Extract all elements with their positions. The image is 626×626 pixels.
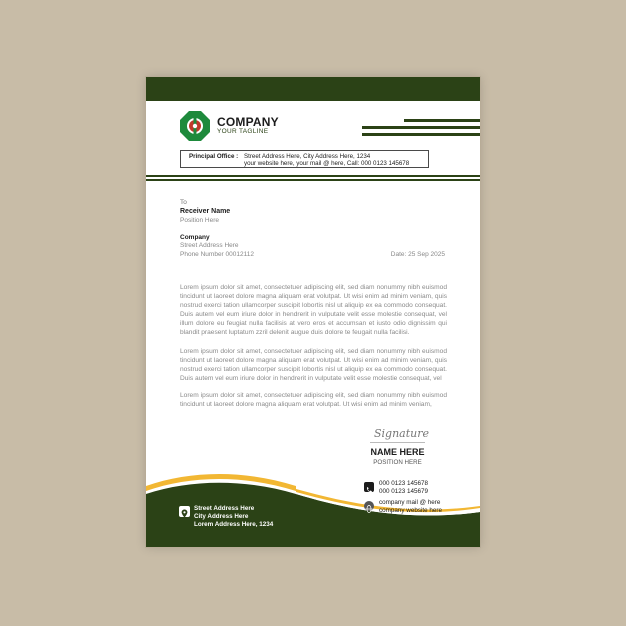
signer-position: POSITION HERE (373, 459, 422, 466)
office-contact: your website here, your mail @ here, Call: 000 0123 145678 (244, 160, 410, 167)
header-stripe (404, 119, 480, 122)
footer-address: Lorem Address Here, 1234 (194, 521, 274, 528)
receiver-position: Position Here (180, 217, 220, 224)
footer-website: company website here (379, 507, 443, 514)
footer-address: Street Address Here (194, 505, 255, 512)
phone-icon (364, 482, 374, 492)
recipient-company: Company (180, 234, 210, 241)
recipient-phone: Phone Number 00012112 (180, 251, 254, 258)
body-paragraph: Lorem ipsum dolor sit amet, consectetuer adipiscing elit, sed diam nonummy nibh euismod tincidunt ut laoreet dolore magna aliquam erat volutpat. Ut wisi enim ad minim veniam, (180, 392, 447, 409)
header-stripe (362, 133, 480, 136)
signer-name: NAME HERE (370, 447, 425, 457)
receiver-name: Receiver Name (180, 208, 231, 215)
signature-line (370, 442, 425, 443)
company-logo-icon (179, 110, 211, 142)
letter-date: Date: 25 Sep 2025 (390, 251, 445, 258)
globe-icon (364, 501, 374, 511)
signature-script: Signature (374, 427, 430, 440)
location-pin-icon (179, 506, 190, 517)
company-name: COMPANY (217, 115, 279, 129)
body-paragraph: Lorem ipsum dolor sit amet, consectetuer adipiscing elit, sed diam nonummy nibh euismod tincidunt ut laoreet dolore magna aliquam erat volutpat. Ut wisi enim ad minim veniam, quis nostrud exerci tation ullamcorper suscipit lobortis nisl ut aliquip ex ea commodo consequat. Duis autem vel eum iriure dolor in hendrerit in vulputate velit esse molestie consequat, vel (180, 348, 447, 383)
letterhead-page (146, 77, 480, 547)
header-divider (146, 175, 480, 177)
office-address: Street Address Here, City Address Here, 1234 (244, 152, 371, 160)
footer-address: City Address Here (194, 513, 249, 520)
to-label: To (180, 199, 187, 206)
office-label: Principal Office : (189, 152, 239, 160)
footer-phone: 000 0123 145678 (379, 480, 429, 487)
footer-phone: 000 0123 145679 (379, 488, 429, 495)
company-tagline: YOUR TAGLINE (217, 128, 269, 135)
principal-office-box (180, 150, 429, 168)
header-stripe (362, 126, 480, 129)
header-divider (146, 179, 480, 181)
recipient-address: Street Address Here (180, 242, 239, 249)
footer-mail: company mail @ here (379, 499, 441, 506)
body-paragraph: Lorem ipsum dolor sit amet, consectetuer adipiscing elit, sed diam nonummy nibh euismod tincidunt ut laoreet dolore magna aliquam erat volutpat. Ut wisi enim ad minim veniam, quis nostrud exerci tation ullamcorper suscipit lobortis nisl ut aliquip ex ea commodo consequat. Duis autem vel eum iriure dolor in hendrerit in vulputate velit esse molestie consequat, vel illum dolore eu feugiat nulla facilisis at vero eros et accumsan et iusto odio dignissim qui blandit praesent luptatum zzril delenit augue duis dolore te feugait nulla facilisi. (180, 284, 447, 337)
header-band (146, 77, 480, 101)
